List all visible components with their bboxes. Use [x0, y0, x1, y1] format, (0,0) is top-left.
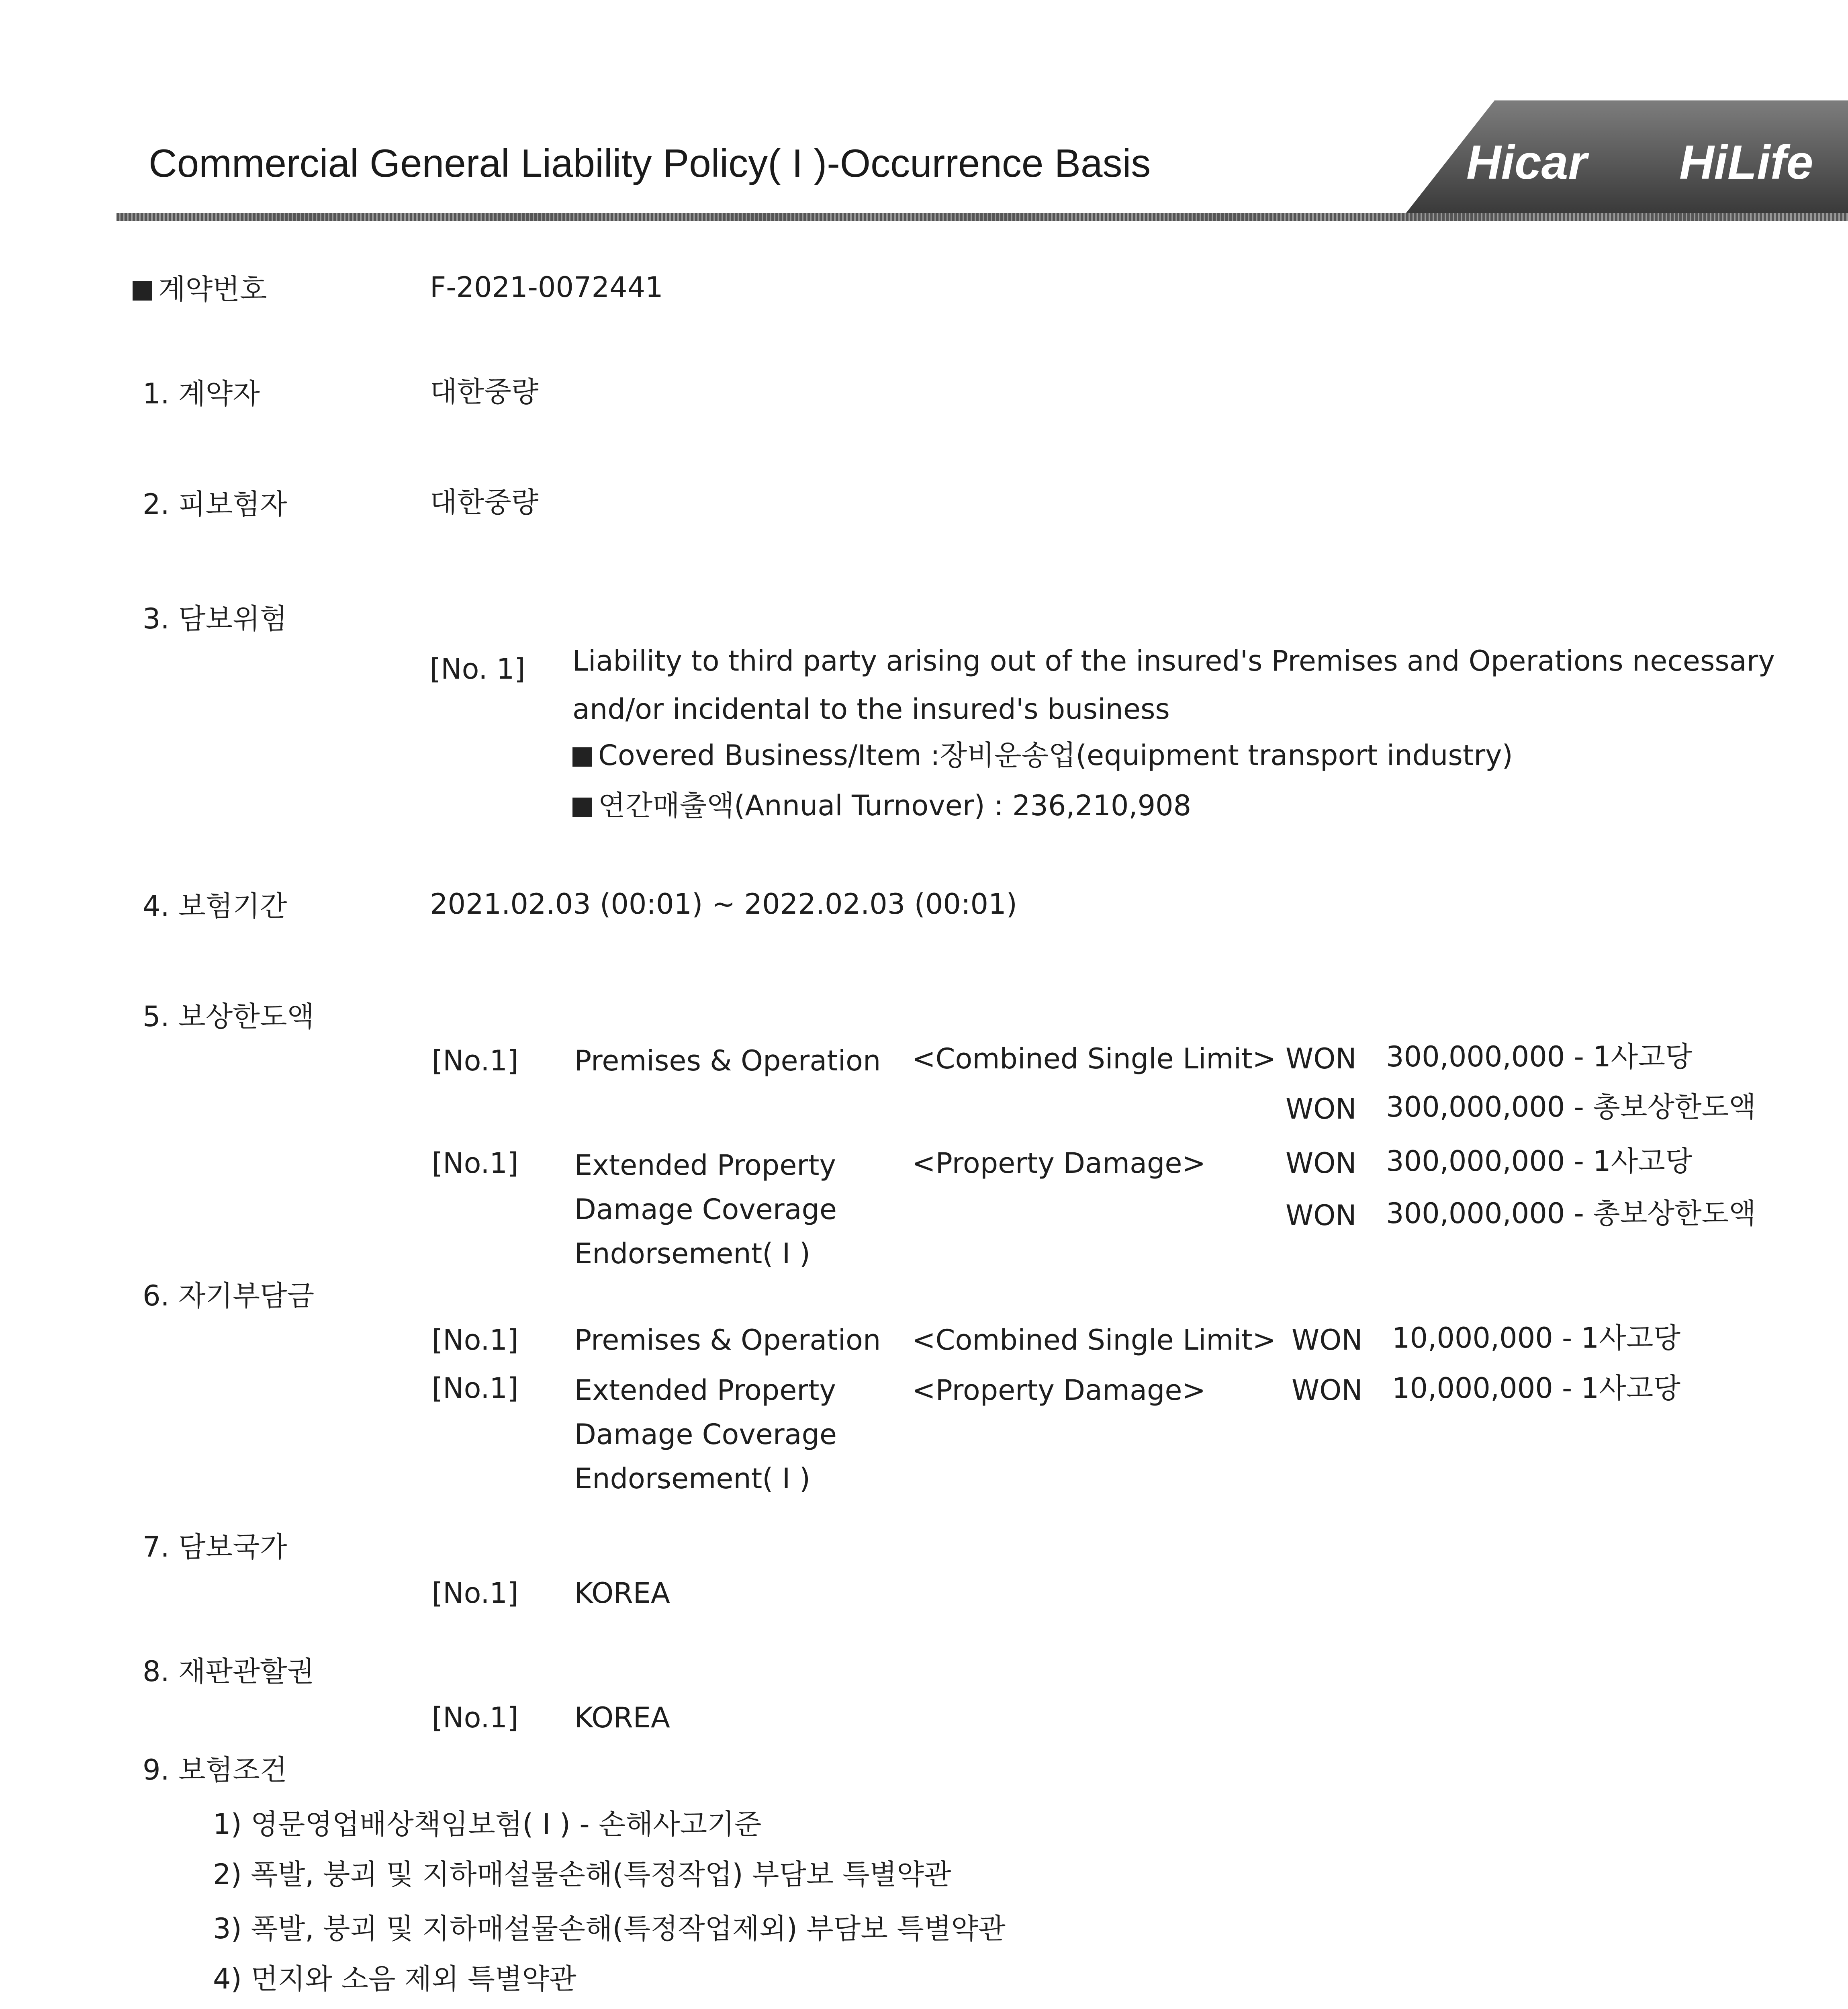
item5-row2-amt1: 300,000,000 - 1사고당: [1386, 1145, 1693, 1178]
item8-value: KOREA: [574, 1701, 670, 1734]
item6-row1-name: Premises & Operation: [574, 1324, 881, 1356]
item6-row1-cur: WON: [1292, 1324, 1363, 1356]
item5-row1-amt1: 300,000,000 - 1사고당: [1386, 1040, 1693, 1073]
item3-line2: and/or incidental to the insured's business: [572, 693, 1170, 726]
item5-row1-type: <Combined Single Limit>: [912, 1042, 1276, 1075]
item5-row2-cur1: WON: [1286, 1147, 1357, 1180]
item5-row1-no: [No.1]: [432, 1044, 519, 1077]
contract-no-value: F-2021-0072441: [430, 271, 663, 304]
contract-no-label: 계약번호: [133, 275, 267, 303]
item5-row2-name1: Extended Property: [574, 1149, 836, 1182]
hilife-logo: HiLife: [1679, 135, 1813, 189]
hicar-logo: Hicar: [1466, 135, 1587, 189]
item6-row2-name3: Endorsement( I ): [574, 1462, 811, 1495]
condition-item: 2) 폭발, 붕괴 및 지하매설물손해(특정작업) 부담보 특별약관: [213, 1858, 951, 1891]
item6-row2-cur: WON: [1292, 1374, 1363, 1407]
item6-row2-name2: Damage Coverage: [574, 1418, 837, 1451]
item5-row2-type: <Property Damage>: [912, 1147, 1206, 1180]
item5-row1-cur1: WON: [1286, 1042, 1357, 1075]
item2-label: 2. 피보험자: [143, 488, 287, 521]
item6-row2-amt: 10,000,000 - 1사고당: [1392, 1372, 1680, 1405]
item4-value: 2021.02.03 (00:01) ~ 2022.02.03 (00:01): [430, 888, 1017, 921]
item3-label: 3. 담보위험: [143, 602, 287, 635]
header-divider: [117, 213, 1848, 221]
item3-turnover: 연간매출액(Annual Turnover) : 236,210,908: [572, 792, 1191, 820]
item9-label: 9. 보험조건: [143, 1753, 287, 1786]
item6-row2-name1: Extended Property: [574, 1374, 836, 1407]
condition-item: 3) 폭발, 붕괴 및 지하매설물손해(특정작업제외) 부담보 특별약관: [213, 1912, 1006, 1945]
item5-row2-name3: Endorsement( I ): [574, 1237, 811, 1270]
item6-row1-amt: 10,000,000 - 1사고당: [1392, 1322, 1680, 1354]
document-title: Commercial General Liability Policy( I )-Occurrence Basis: [149, 141, 1151, 185]
item8-label: 8. 재판관할권: [143, 1655, 315, 1688]
bullet-icon: [133, 281, 152, 301]
item2-value: 대한중량: [430, 486, 539, 519]
item4-label: 4. 보험기간: [143, 890, 287, 923]
item5-row2-no: [No.1]: [432, 1147, 519, 1180]
condition-item: 1) 영문영업배상책임보험( I ) - 손해사고기준: [213, 1808, 762, 1841]
item5-row2-cur2: WON: [1286, 1199, 1357, 1232]
item6-row1-no: [No.1]: [432, 1324, 519, 1356]
item7-label: 7. 담보국가: [143, 1530, 287, 1563]
item6-row2-no: [No.1]: [432, 1372, 519, 1405]
item6-row1-type: <Combined Single Limit>: [912, 1324, 1276, 1356]
item3-business: Covered Business/Item :장비운송업(equipment transport industry): [572, 741, 1513, 769]
item5-row1-amt2: 300,000,000 - 총보상한도액: [1386, 1090, 1756, 1123]
item5-label: 5. 보상한도액: [143, 1000, 315, 1033]
item5-row2-name2: Damage Coverage: [574, 1193, 837, 1226]
item7-no: [No.1]: [432, 1577, 519, 1610]
item7-value: KOREA: [574, 1577, 670, 1610]
item8-no: [No.1]: [432, 1701, 519, 1734]
item1-value: 대한중량: [430, 375, 539, 408]
condition-item: 4) 먼지와 소음 제외 특별약관: [213, 1962, 576, 1995]
bullet-icon: [572, 798, 592, 817]
item5-row1-name: Premises & Operation: [574, 1044, 881, 1077]
item5-row2-amt2: 300,000,000 - 총보상한도액: [1386, 1197, 1756, 1230]
item3-no: [No. 1]: [430, 653, 525, 685]
item6-label: 6. 자기부담금: [143, 1279, 315, 1312]
item3-line1: Liability to third party arising out of the insured's Premises and Operations necessary: [572, 644, 1775, 677]
bullet-icon: [572, 747, 592, 767]
item5-row1-cur2: WON: [1286, 1092, 1357, 1125]
item1-label: 1. 계약자: [143, 377, 260, 410]
item6-row2-type: <Property Damage>: [912, 1374, 1206, 1407]
